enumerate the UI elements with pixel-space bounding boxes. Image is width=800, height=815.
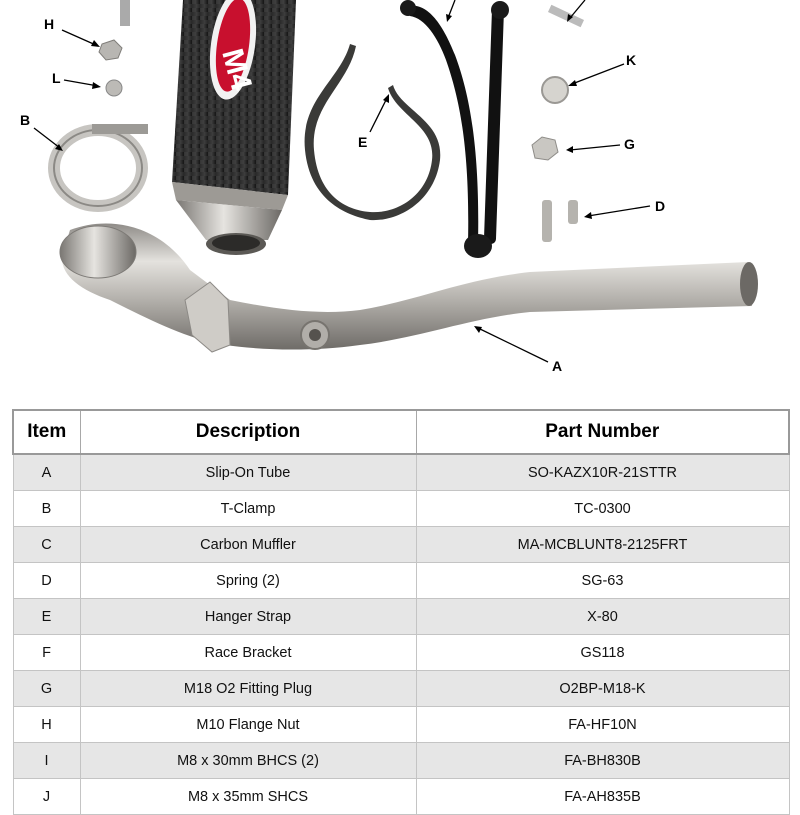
- cell-item: J: [13, 779, 80, 815]
- cell-description: M8 x 35mm SHCS: [80, 779, 416, 815]
- o2-plug: [532, 137, 558, 160]
- callout-label-h: H: [44, 16, 55, 32]
- flange-nut: [99, 40, 122, 60]
- table-row: [13, 599, 789, 635]
- cell-description: M10 Flange Nut: [80, 707, 416, 743]
- callout-label-e: E: [358, 134, 368, 150]
- callout-label-k: K: [626, 52, 637, 68]
- cell-part-number: FA-HF10N: [416, 707, 789, 743]
- header-part-number: Part Number: [416, 410, 789, 454]
- header-item: Item: [13, 410, 80, 454]
- cell-description: M8 x 30mm BHCS (2): [80, 743, 416, 779]
- cell-part-number: FA-BH830B: [416, 743, 789, 779]
- table-header-row: [13, 410, 789, 454]
- table-row: [13, 454, 789, 491]
- cell-item: G: [13, 671, 80, 707]
- table-row: [13, 563, 789, 599]
- race-bracket: [400, 0, 509, 258]
- callout-label-a: A: [552, 358, 563, 374]
- cell-item: H: [13, 707, 80, 743]
- washer-k: [542, 77, 568, 103]
- springs: [542, 200, 578, 242]
- slip-on-tube: [60, 223, 758, 352]
- cell-part-number: X-80: [416, 599, 789, 635]
- cell-description: Spring (2): [80, 563, 416, 599]
- callout-label-d: D: [655, 198, 666, 214]
- table-row: [13, 635, 789, 671]
- t-clamp: [54, 124, 148, 206]
- cell-part-number: TC-0300: [416, 491, 789, 527]
- header-description: Description: [80, 410, 416, 454]
- hanger-strap: [305, 44, 441, 220]
- parts-photo: [0, 0, 800, 400]
- cell-part-number: SG-63: [416, 563, 789, 599]
- callout-label-g: G: [624, 136, 635, 152]
- cell-part-number: GS118: [416, 635, 789, 671]
- table-row: [13, 527, 789, 563]
- callout-label-b: B: [20, 112, 31, 128]
- cell-description: Carbon Muffler: [80, 527, 416, 563]
- cell-item: F: [13, 635, 80, 671]
- cell-part-number: FA-AH835B: [416, 779, 789, 815]
- cell-description: M18 O2 Fitting Plug: [80, 671, 416, 707]
- callout-label-l: L: [52, 70, 61, 86]
- carbon-muffler: [172, 0, 296, 255]
- cell-item: A: [13, 454, 80, 491]
- table-row: [13, 743, 789, 779]
- cell-description: Slip-On Tube: [80, 454, 416, 491]
- table-row: [13, 671, 789, 707]
- parts-table: [12, 409, 790, 815]
- table-row: [13, 491, 789, 527]
- cell-item: I: [13, 743, 80, 779]
- cell-part-number: SO-KAZX10R-21STTR: [416, 454, 789, 491]
- cell-description: Hanger Strap: [80, 599, 416, 635]
- bolt-top-left: [120, 0, 130, 26]
- table-row: [13, 779, 789, 815]
- cell-item: D: [13, 563, 80, 599]
- svg-text:M4: M4: [215, 45, 258, 95]
- cell-item: E: [13, 599, 80, 635]
- small-nut: [106, 80, 122, 96]
- cell-part-number: MA-MCBLUNT8-2125FRT: [416, 527, 789, 563]
- cell-item: C: [13, 527, 80, 563]
- cell-description: Race Bracket: [80, 635, 416, 671]
- cell-description: T-Clamp: [80, 491, 416, 527]
- cell-part-number: O2BP-M18-K: [416, 671, 789, 707]
- cell-item: B: [13, 491, 80, 527]
- table-row: [13, 707, 789, 743]
